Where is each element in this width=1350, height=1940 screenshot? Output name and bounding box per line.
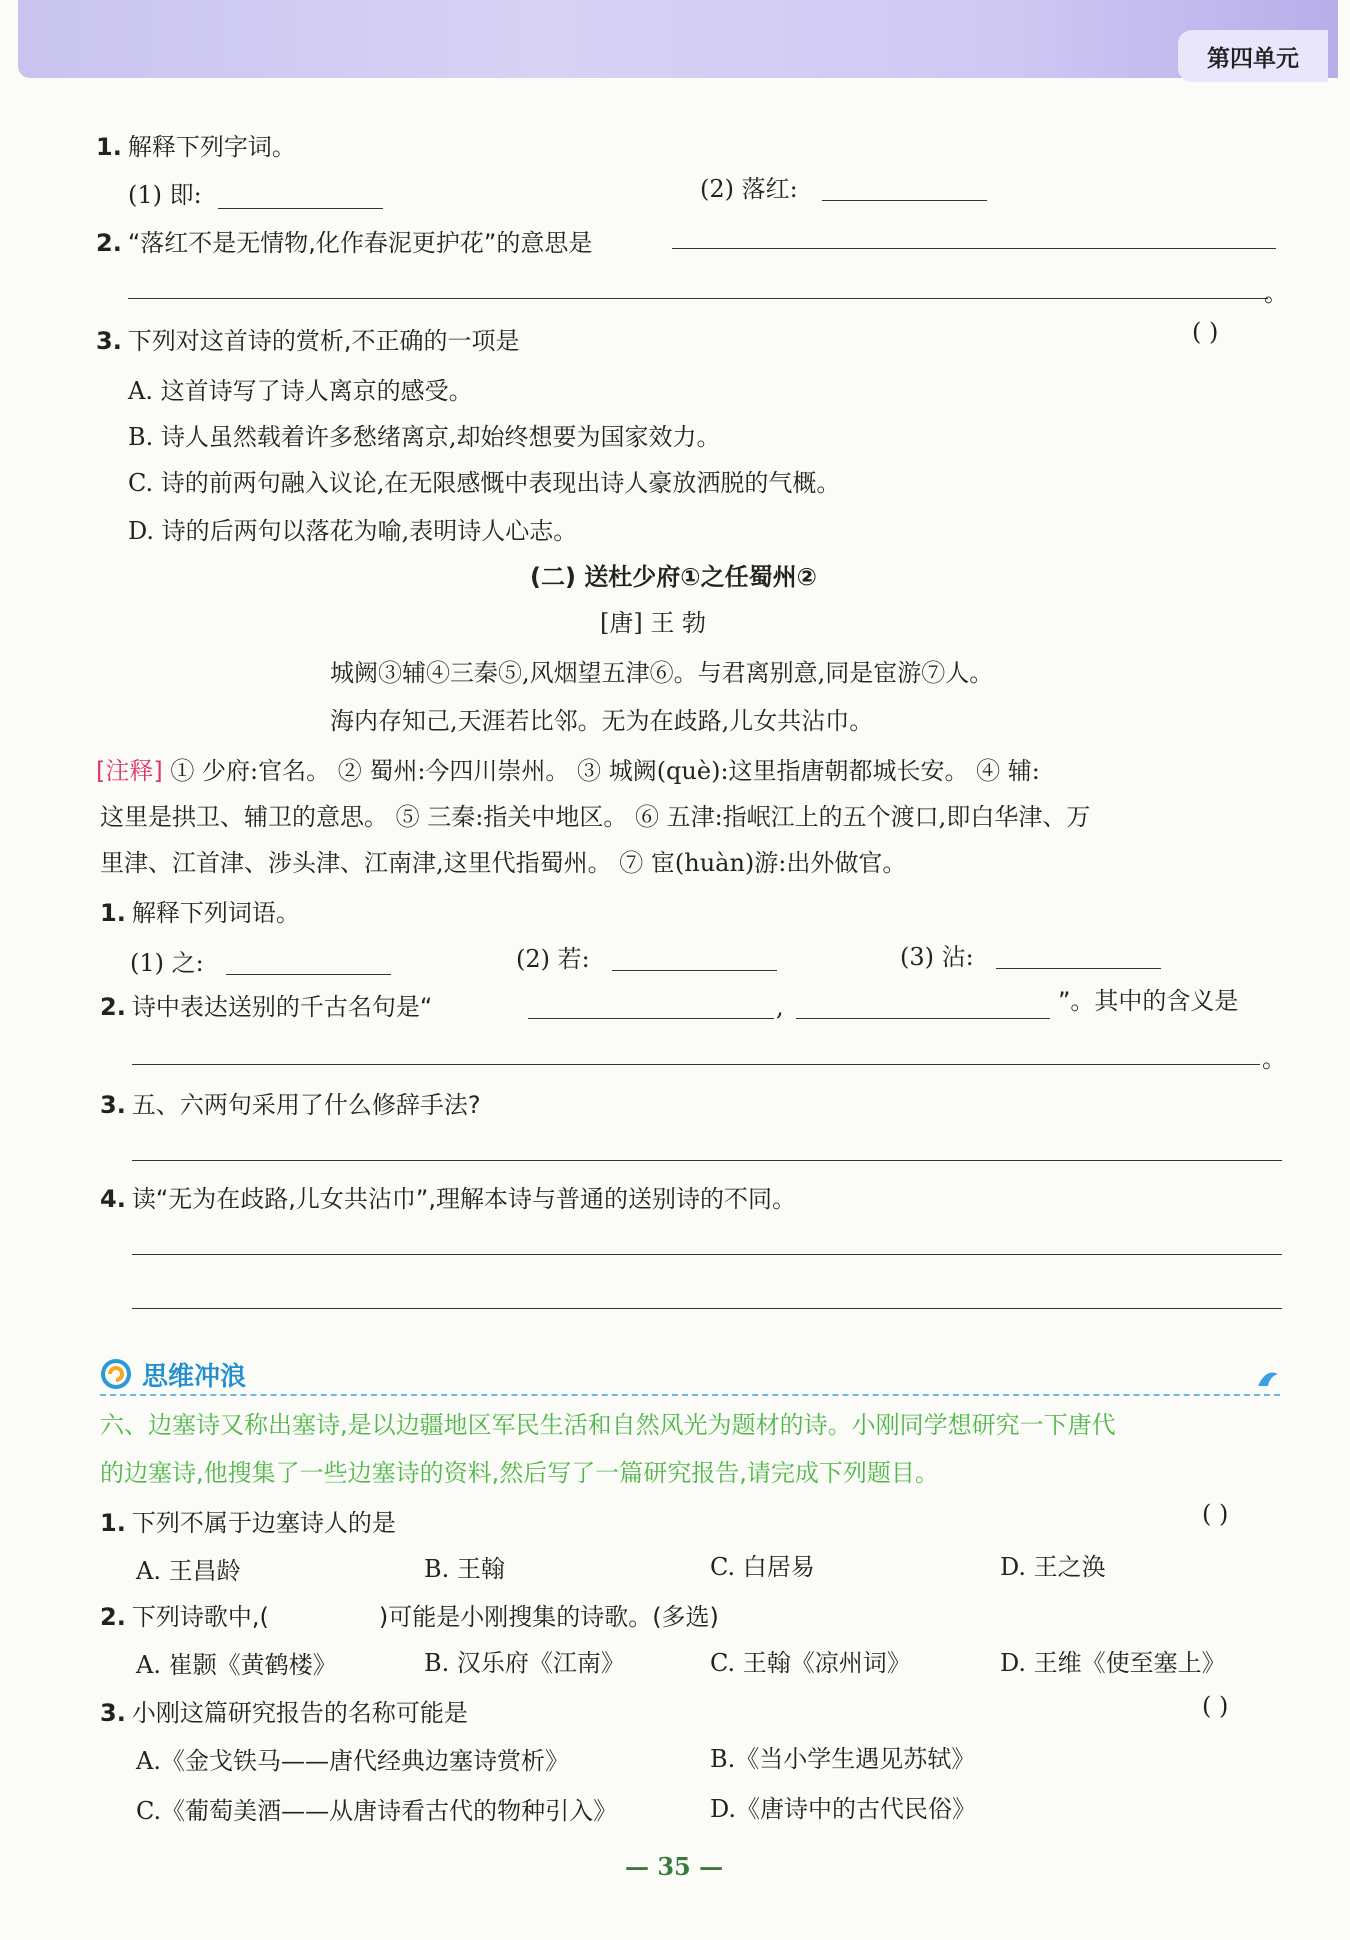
question-text: 读“无为在歧路,儿女共沾巾”,理解本诗与普通的送别诗的不同。 <box>131 1185 796 1213</box>
answer-blank[interactable] <box>796 1018 1050 1019</box>
question-text: 解释下列字词。 <box>127 133 296 161</box>
answer-blank[interactable] <box>218 208 383 209</box>
option-b[interactable]: B. 王翰 <box>424 1555 505 1583</box>
swirl-icon <box>100 1358 132 1390</box>
option-a[interactable]: A. 崔颢《黄鹤楼》 <box>136 1651 337 1679</box>
answer-parentheses[interactable]: ( ) <box>1202 1692 1229 1720</box>
question-text-end: )可能是小刚搜集的诗歌。(多选) <box>378 1603 719 1631</box>
answer-parentheses[interactable]: ( ) <box>1192 318 1219 346</box>
question-number: 3. <box>96 327 122 355</box>
option-b[interactable]: B. 汉乐府《江南》 <box>424 1649 625 1677</box>
question-1 <box>96 130 296 164</box>
notes-line-1 <box>96 754 1040 788</box>
option-c[interactable]: C. 王翰《凉州词》 <box>710 1649 911 1677</box>
question-number: 1. <box>100 1509 126 1537</box>
question-3 <box>100 1696 468 1730</box>
intro-line-1: 六、边塞诗又称出塞诗,是以边疆地区军民生活和自然风光为题材的诗。小刚同学想研究一下唐代 <box>100 1411 1116 1439</box>
option-d[interactable]: D. 王之涣 <box>1000 1553 1106 1581</box>
answer-line[interactable] <box>132 1254 1282 1255</box>
comma: , <box>776 993 784 1021</box>
question-text: “落红不是无情物,化作春泥更护花”的意思是 <box>127 229 593 257</box>
poem-author: [唐] 王 勃 <box>600 609 706 637</box>
wave-icon <box>1256 1366 1280 1388</box>
option-b[interactable]: B. 诗人虽然载着许多愁绪离京,却始终想要为国家效力。 <box>128 423 721 451</box>
page-number: — 35 — <box>625 1852 724 1881</box>
item-luohong-label: (2) 落红: <box>700 175 798 203</box>
period-mark: 。 <box>1262 1045 1286 1073</box>
question-text: 小刚这篇研究报告的名称可能是 <box>131 1699 468 1727</box>
poem-line-1: 城阙③辅④三秦⑤,风烟望五津⑥。与君离别意,同是宦游⑦人。 <box>330 659 994 687</box>
poem-title: (二) 送杜少府①之任蜀州② <box>530 563 817 591</box>
question-text: 诗中表达送别的千古名句是“ <box>131 993 433 1021</box>
section-title: 思维冲浪 <box>142 1362 247 1392</box>
answer-blank[interactable] <box>822 200 987 201</box>
question-number: 2. <box>96 229 122 257</box>
notes-line-3: 里津、江首津、涉头津、江南津,这里代指蜀州。 ⑦ 宦(huàn)游:出外做官。 <box>100 849 907 877</box>
intro-line-2: 的边塞诗,他搜集了一些边塞诗的资料,然后写了一篇研究报告,请完成下列题目。 <box>100 1459 939 1487</box>
answer-line[interactable] <box>132 1160 1282 1161</box>
question-number: 2. <box>100 1603 126 1631</box>
question-1 <box>100 1506 396 1540</box>
answer-blank[interactable] <box>612 970 777 971</box>
question-text-start: 下列诗歌中,( <box>131 1603 269 1631</box>
period-mark: 。 <box>1264 279 1288 307</box>
question-number: 3. <box>100 1091 126 1119</box>
unit-label: 第四单元 <box>1178 30 1328 82</box>
option-d[interactable]: D. 王维《使至塞上》 <box>1000 1649 1226 1677</box>
question-text: 解释下列词语。 <box>131 899 300 927</box>
answer-blank[interactable] <box>226 974 391 975</box>
option-c[interactable]: C.《葡萄美酒——从唐诗看古代的物种引入》 <box>136 1797 618 1825</box>
option-c[interactable]: C. 诗的前两句融入议论,在无限感慨中表现出诗人豪放洒脱的气概。 <box>128 469 841 497</box>
poem-line-2: 海内存知己,天涯若比邻。无为在歧路,儿女共沾巾。 <box>330 707 874 735</box>
option-a[interactable]: A. 这首诗写了诗人离京的感受。 <box>128 377 473 405</box>
answer-blank[interactable] <box>996 968 1161 969</box>
answer-blank[interactable] <box>528 1018 774 1019</box>
option-b[interactable]: B.《当小学生遇见苏轼》 <box>710 1745 976 1773</box>
option-c[interactable]: C. 白居易 <box>710 1553 815 1581</box>
answer-line[interactable] <box>672 248 1276 249</box>
option-d[interactable]: D.《唐诗中的古代民俗》 <box>710 1795 977 1823</box>
option-a[interactable]: A.《金戈铁马——唐代经典边塞诗赏析》 <box>136 1747 569 1775</box>
question-number: 1. <box>100 899 126 927</box>
question-2 <box>100 990 432 1024</box>
question-2-tail: ”。其中的含义是 <box>1058 987 1239 1015</box>
item-zhan-label: (3) 沾: <box>900 943 974 971</box>
question-number: 1. <box>96 133 122 161</box>
option-a[interactable]: A. 王昌龄 <box>136 1557 241 1585</box>
question-4 <box>100 1182 796 1216</box>
question-2 <box>100 1600 719 1634</box>
item-zhi-label: (1) 之: <box>130 949 204 977</box>
header-banner <box>18 0 1338 78</box>
item-ji-label: (1) 即: <box>128 181 202 209</box>
question-number: 3. <box>100 1699 126 1727</box>
question-text: 下列不属于边塞诗人的是 <box>131 1509 396 1537</box>
notes-text: ① 少府:官名。 ② 蜀州:今四川崇州。 ③ 城阙(què):这里指唐朝都城长安。 ④ 辅: <box>170 757 1040 785</box>
question-3 <box>96 324 519 358</box>
section-header <box>100 1354 1280 1396</box>
notes-tag: [注释] <box>96 757 163 785</box>
option-d[interactable]: D. 诗的后两句以落花为喻,表明诗人心志。 <box>128 517 578 545</box>
answer-line[interactable] <box>128 298 1268 299</box>
item-ruo-label: (2) 若: <box>516 945 590 973</box>
answer-parentheses[interactable]: ( ) <box>1202 1500 1229 1528</box>
answer-line[interactable] <box>132 1308 1282 1309</box>
question-2 <box>96 226 592 260</box>
notes-line-2: 这里是拱卫、辅卫的意思。 ⑤ 三秦:指关中地区。 ⑥ 五津:指岷江上的五个渡口,即白华津、万 <box>100 803 1091 831</box>
question-3 <box>100 1088 481 1122</box>
question-text: 下列对这首诗的赏析,不正确的一项是 <box>127 327 520 355</box>
question-number: 2. <box>100 993 126 1021</box>
question-1 <box>100 896 300 930</box>
question-number: 4. <box>100 1185 126 1213</box>
answer-line[interactable] <box>132 1064 1260 1065</box>
question-text: 五、六两句采用了什么修辞手法? <box>131 1091 481 1119</box>
